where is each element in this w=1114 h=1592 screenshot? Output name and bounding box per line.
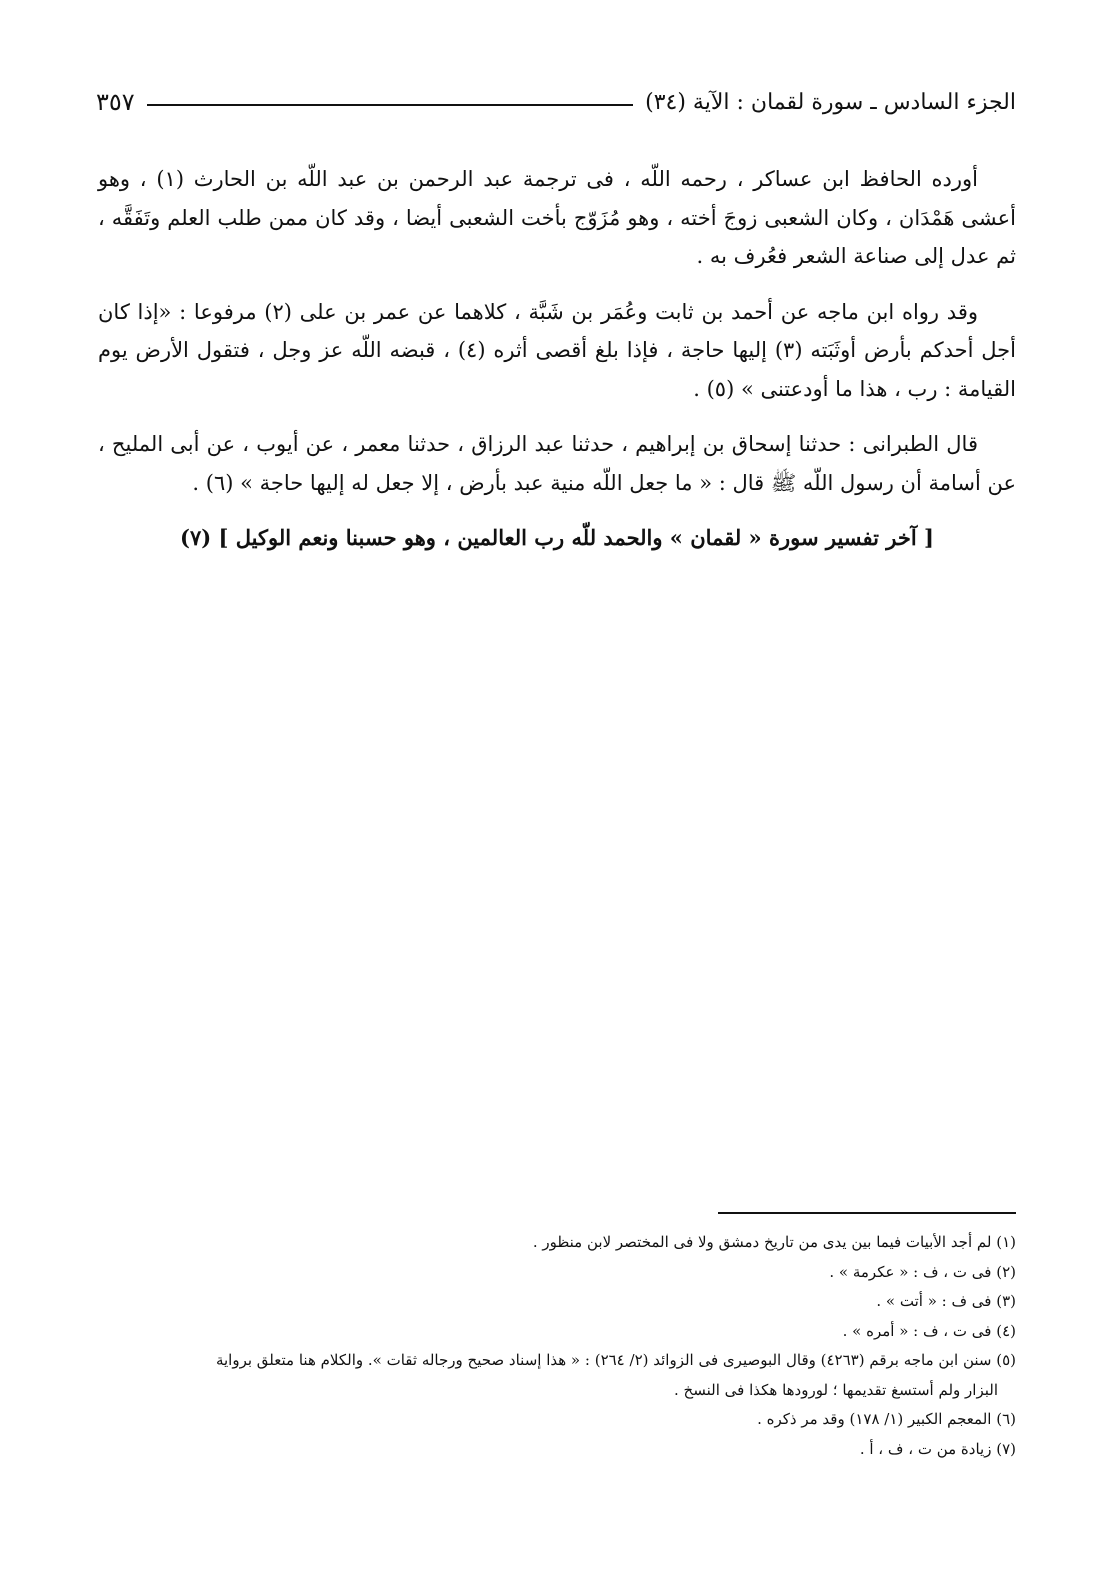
page-number: ٣٥٧: [96, 88, 135, 116]
footnote-5-continued: البزار ولم أستسغ تقديمها ؛ لورودها هكذا فى النسخ .: [674, 1380, 998, 1399]
footnote-7: (٧) زيادة من ت ، ف ، أ .: [859, 1439, 1016, 1458]
page-header: [96, 80, 1016, 124]
paragraph-3: قال الطبرانى : حدثنا إسحاق بن إبراهيم ، حدثنا عبد الرزاق ، حدثنا معمر ، عن أيوب ، عن أبى المليح ، عن أسامة أن رسول اللّه ﷺ قال : « ما جعل اللّه منية عبد بأرض ، إلا جعل له إليها حاجة » (٦) .: [98, 432, 1016, 495]
paragraph-1: أورده الحافظ ابن عساكر ، رحمه اللّه ، فى ترجمة عبد الرحمن بن عبد اللّه بن الحارث (١) ، وهو أعشى هَمْدَان ، وكان الشعبى زوجَ أخته ، وهو مُزَوّج بأخت الشعبى أيضا ، وقد كان ممن طلب العلم وتَفَقَّه ، ثم عدل إلى صناعة الشعر فعُرف به .: [98, 167, 1016, 268]
footnote-1: (١) لم أجد الأبيات فيما بين يدى من تاريخ دمشق ولا فى المختصر لابن منظور .: [532, 1233, 1016, 1251]
header-rule: [147, 104, 633, 106]
footnote-2: (٢) فى ت ، ف : « عكرمة » .: [829, 1262, 1016, 1281]
footnote-6: (٦) المعجم الكبير (١/ ١٧٨) وقد مر ذكره .: [757, 1410, 1016, 1428]
closing-line: [ آخر تفسير سورة « لقمان » والحمد للّه رب العالمين ، وهو حسبنا ونعم الوكيل ] (٧): [180, 525, 934, 550]
running-title: الجزء السادس ـ سورة لقمان : الآية (٣٤): [645, 89, 1016, 115]
footnote-4: (٤) فى ت ، ف : « أمره » .: [842, 1321, 1016, 1340]
main-text: [98, 160, 1016, 575]
paragraph-2: وقد رواه ابن ماجه عن أحمد بن ثابت وعُمَر بن شَبَّة ، كلاهما عن عمر بن على (٢) مرفوعا : «إذا كان أجل أحدكم بأرض أوثَبَته (٣) إليها حاجة ، فإذا بلغ أقصى أثره (٤) ، قبضه اللّه عز وجل ، فتقول الأرض يوم القيامة : رب ، هذا ما أودعتنى » (٥) .: [98, 299, 1017, 401]
footnote-3: (٣) فى ف : « أتت » .: [876, 1292, 1016, 1310]
footnote-5: (٥) سنن ابن ماجه برقم (٤٢٦٣) وقال البوصيرى فى الزوائد (٢/ ٢٦٤) : « هذا إسناد صحيح ورجاله ثقات ». والكلام هنا متعلق برواية: [215, 1351, 1016, 1369]
footnotes: [98, 1228, 1016, 1464]
footnote-separator: [718, 1212, 1016, 1214]
